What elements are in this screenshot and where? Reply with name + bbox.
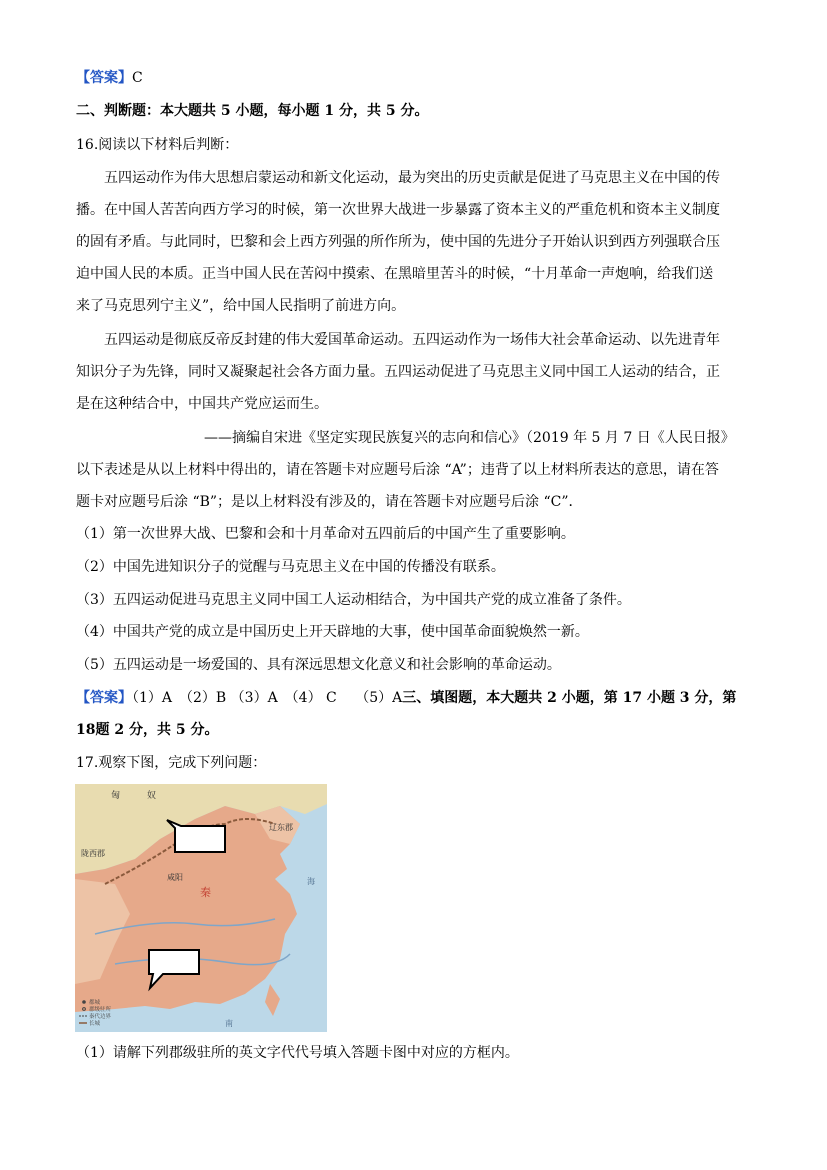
map-label: 秦 <box>200 886 211 899</box>
statement-2: （2）中国先进知识分子的觉醒与马克思主义在中国的传播没有联系。 <box>76 559 505 575</box>
paragraph2-line: 五四运动是彻底反帝反封建的伟大爱国革命运动。五四运动作为一场伟大社会革命运动、以先进青年 <box>104 332 720 348</box>
statement-4: （4）中国共产党的成立是中国历史上开天辟地的大事，使中国革命面貌焕然一新。 <box>76 624 589 640</box>
instructions-line: 以下表述是从以上材料中得出的，请在答题卡对应题号后涂 “A”；违背了以上材料所表达的意思，请在答 <box>76 462 719 478</box>
paragraph1-line: 的固有矛盾。与此同时，巴黎和会上西方列强的所作所为，使中国的先进分子开始认识到西方列强联合压 <box>76 234 720 250</box>
paragraph1-line: 迫中国人民的本质。正当中国人民在苦闷中摸索、在黑暗里苦斗的时候，“十月革命一声炮响，给我们送 <box>76 266 714 282</box>
answer-16 <box>76 688 736 708</box>
map-label: 奴 <box>147 791 157 801</box>
q17-prompt: 17.观察下图，完成下列问题： <box>76 755 267 771</box>
legend-item: 郡级驻所 <box>89 1007 112 1013</box>
qin-dynasty-map <box>75 784 327 1032</box>
map-label: 陇西郡 <box>81 849 105 858</box>
paragraph1-line: 来了马克思列宁主义”，给中国人民指明了前进方向。 <box>76 298 406 314</box>
map-label: 咸阳 <box>167 873 183 882</box>
paragraph1-line: 五四运动作为伟大思想启蒙运动和新文化运动，最为突出的历史贡献是促进了马克思主义在中国的传 <box>104 170 720 186</box>
map-label: 南 <box>225 1019 233 1028</box>
answer-label: 【答案】 <box>76 70 132 86</box>
paragraph2-line: 是在这种结合中，中国共产党应运而生。 <box>76 396 328 412</box>
section2-heading: 二、判断题：本大题共 5 小题，每小题 1 分，共 5 分。 <box>76 103 429 119</box>
legend-item: 长城 <box>89 1021 101 1027</box>
map-label: 匈 <box>111 791 121 801</box>
statement-1: （1）第一次世界大战、巴黎和会和十月革命对五四前后的中国产生了重要影响。 <box>76 526 575 542</box>
answer-label: 【答案】 <box>76 690 132 706</box>
paragraph2-line: 知识分子为先锋，同时又凝聚起社会各方面力量。五四运动促进了马克思主义同中国工人运动的结合，正 <box>76 364 720 380</box>
answer-value: （1）A （2）B （3）A （4） C （5）A <box>132 690 403 706</box>
map-svg <box>75 784 327 1032</box>
statement-5: （5）五四运动是一场爱国的、具有深远思想文化意义和社会影响的革命运动。 <box>76 657 561 673</box>
q17-subquestion-1: （1）请解下列郡级驻所的英文字代代号填入答题卡图中对应的方框内。 <box>76 1045 519 1061</box>
paragraph1-line: 播。在中国人苦苦向西方学习的时候，第一次世界大战进一步暴露了资本主义的严重危机和资本主义制度 <box>76 202 720 218</box>
legend-item: 秦代边界 <box>89 1014 112 1020</box>
answer-15 <box>76 68 143 88</box>
source-citation: ——摘编自宋进《坚定实现民族复兴的志向和信心》（2019 年 5 月 7 日《人民日报》 <box>204 430 735 446</box>
map-label: 海 <box>307 877 315 886</box>
map-label: 辽东郡 <box>269 823 293 832</box>
answer-value: C <box>132 70 143 86</box>
section3-heading-continued: 18题 2 分，共 5 分。 <box>76 722 219 738</box>
statement-3: （3）五四运动促进马克思主义同中国工人运动相结合，为中国共产党的成立准备了条件。 <box>76 592 631 608</box>
instructions-line: 题卡对应题号后涂 “B”；是以上材料没有涉及的，请在答题卡对应题号后涂 “C”． <box>76 494 583 510</box>
legend-item: 都城 <box>89 1000 101 1006</box>
section3-heading: 三、填图题，本大题共 2 小题，第 17 小题 3 分，第 <box>402 690 737 706</box>
q16-prompt: 16.阅读以下材料后判断： <box>76 137 239 153</box>
capital-marker <box>82 1000 86 1004</box>
